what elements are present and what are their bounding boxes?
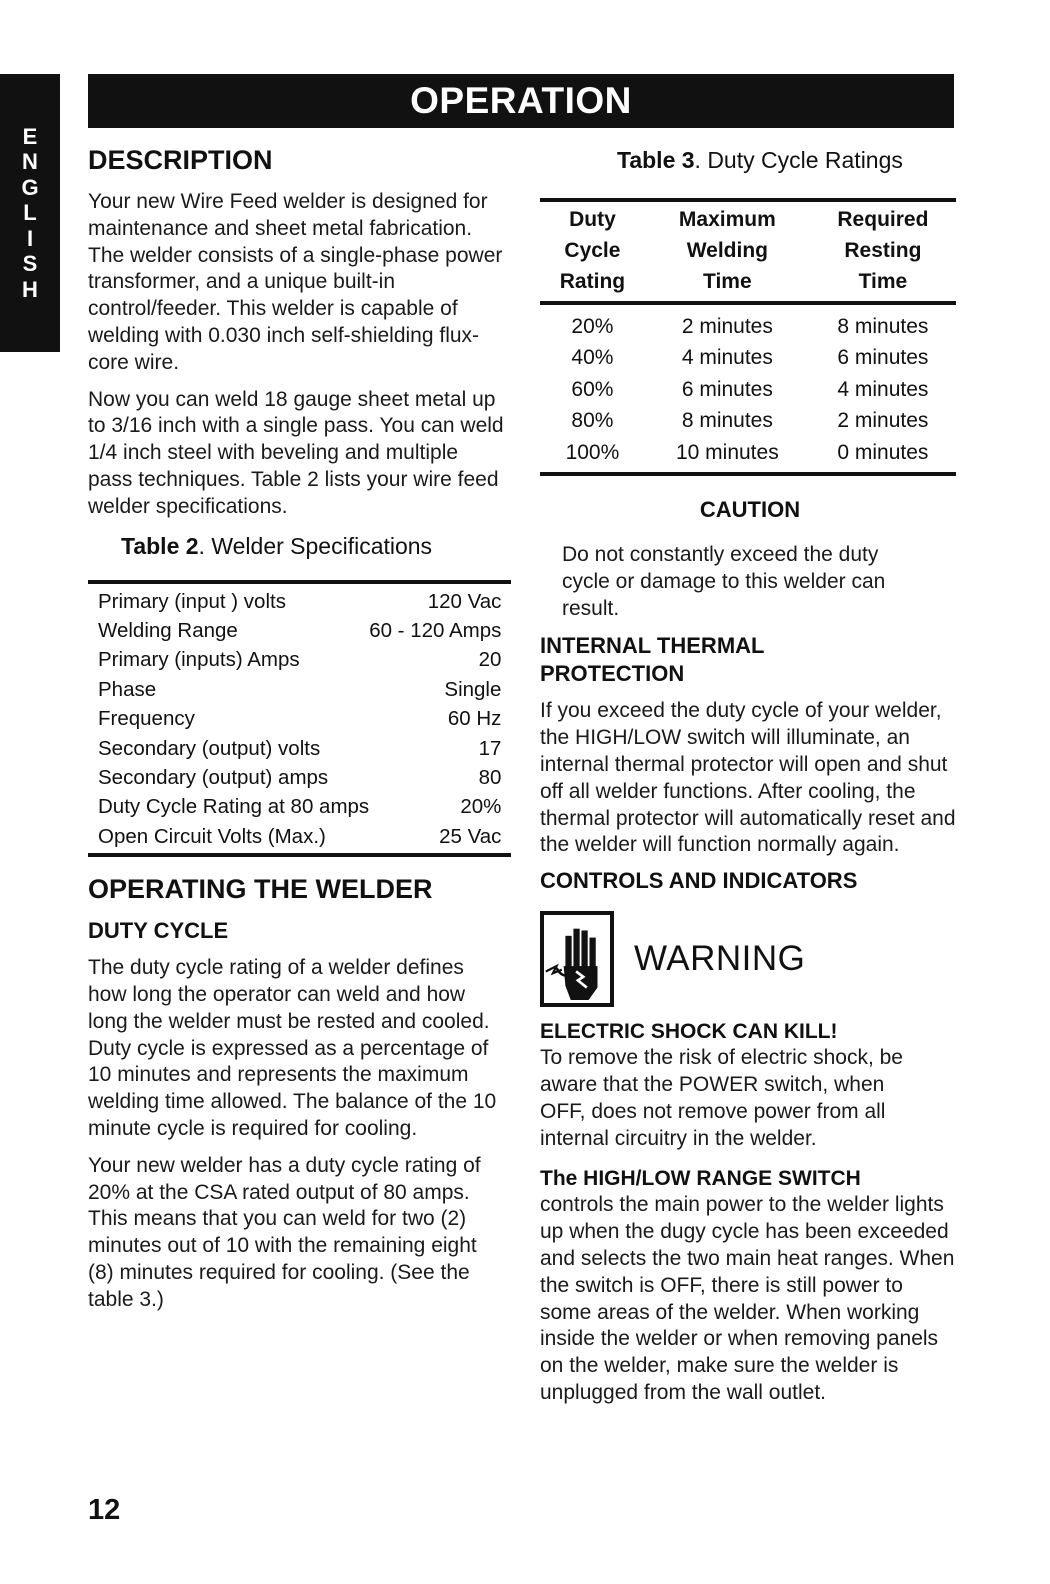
table3-caption-label: Table 3 xyxy=(617,147,695,173)
side-tab-letter: I xyxy=(26,225,34,251)
operating-heading: OPERATING THE WELDER xyxy=(88,874,433,905)
spec-value: 120 Vac xyxy=(427,589,502,613)
spec-label: Secondary (output) amps xyxy=(98,766,329,789)
table-row xyxy=(540,437,956,474)
side-tab-letter: S xyxy=(22,251,38,277)
table-cell: 20% xyxy=(571,315,614,338)
left-column xyxy=(88,144,508,1314)
spec-label: Primary (input ) volts xyxy=(98,589,286,613)
spec-label: Secondary (output) volts xyxy=(98,736,321,760)
table-cell: 8 minutes xyxy=(837,315,929,338)
high-low-switch-text: controls the main power to the welder lights up when the dugy cycle has been exceeded and selects the two main heat ranges. When the switch is OFF, there is still power to some areas of the welder. When working inside the welder or when removing panels on the welder, make sure the welder is unplugged from the wall outlet. xyxy=(540,1193,955,1404)
column-header: Cycle xyxy=(564,239,621,262)
table-cell: 80% xyxy=(571,409,614,433)
table-row xyxy=(540,405,956,436)
side-tab-letter: N xyxy=(22,149,38,175)
spec-value: 17 xyxy=(478,736,502,760)
table-header-row xyxy=(540,200,956,235)
side-tab-letter: E xyxy=(22,123,38,149)
caution-text: Do not constantly exceed the duty cycle or damage to this welder can result. xyxy=(562,543,886,620)
spec-value: Single xyxy=(444,677,502,701)
column-header: Time xyxy=(810,266,956,303)
table-row xyxy=(540,342,956,373)
table3-caption xyxy=(540,145,960,175)
column-header: Maximum xyxy=(678,208,776,231)
table-cell: 6 minutes xyxy=(837,346,929,370)
column-header: Time xyxy=(645,266,810,303)
table-row xyxy=(540,303,956,342)
spec-value: 60 Hz xyxy=(447,707,502,731)
electric-shock-heading: ELECTRIC SHOCK CAN KILL! xyxy=(540,1020,838,1044)
welder-specifications-table xyxy=(88,580,511,858)
table-row xyxy=(88,792,511,821)
table-row xyxy=(88,582,511,616)
warning-label: WARNING xyxy=(634,939,806,979)
table-row xyxy=(88,616,511,645)
side-tab-letter: L xyxy=(23,200,37,226)
right-column xyxy=(540,144,960,1407)
spec-value: 20% xyxy=(460,795,502,819)
spec-value: 25 Vac xyxy=(439,824,502,848)
table-row xyxy=(88,763,511,792)
side-tab-letter: G xyxy=(21,174,39,200)
column-header: Resting xyxy=(844,239,922,262)
description-heading: DESCRIPTION xyxy=(88,145,273,175)
spec-value: 60 - 120 Amps xyxy=(369,618,502,642)
spec-label: Phase xyxy=(98,677,157,701)
description-paragraph: Now you can weld 18 gauge sheet metal up to 3/16 inch with a single pass. You can weld 1/4 inch steel with beveling and multiple pass techniques. Table 2 lists your wire feed welder specifications. xyxy=(88,387,504,518)
duty-cycle-heading: DUTY CYCLE xyxy=(88,918,229,944)
table-row xyxy=(540,374,956,405)
high-low-switch-heading: The HIGH/LOW RANGE SWITCH xyxy=(540,1167,861,1191)
page-title-banner: OPERATION xyxy=(88,74,954,128)
description-paragraph: Your new Wire Feed welder is designed for maintenance and sheet metal fabrication. The welder consists of a single-phase power transformer, and a unique built-in control/feeder. This welder is capable of welding with 0.030 inch self-shielding flux-core wire. xyxy=(88,190,503,374)
warning-block xyxy=(540,911,960,1007)
thermal-heading-line: PROTECTION xyxy=(540,661,685,687)
table-cell: 4 minutes xyxy=(837,377,929,401)
table2-caption xyxy=(88,531,508,561)
table-cell: 100% xyxy=(565,440,620,464)
table-cell: 2 minutes xyxy=(681,315,773,338)
duty-cycle-paragraph: Your new welder has a duty cycle rating of 20% at the CSA rated output of 80 amps. This means that you can weld for two (2) minutes out of 10 with the remaining eight (8) minutes required for cooling. (See the table 3.) xyxy=(88,1153,481,1311)
spec-label: Frequency xyxy=(98,707,195,731)
table-cell: 0 minutes xyxy=(837,440,929,464)
table-cell: 60% xyxy=(571,377,614,401)
table-row xyxy=(88,822,511,855)
electric-shock-hand-icon xyxy=(540,911,614,1007)
controls-heading: CONTROLS AND INDICATORS xyxy=(540,868,858,894)
table-cell: 40% xyxy=(571,346,614,370)
language-side-tab xyxy=(0,74,60,352)
spec-value: 80 xyxy=(478,766,502,789)
table3-caption-text: . Duty Cycle Ratings xyxy=(694,147,903,173)
side-tab-letter: H xyxy=(22,276,38,302)
duty-cycle-paragraph: The duty cycle rating of a welder defines how long the operator can weld and how long the welder must be rested and cooled. Duty cycle is expressed as a percentage of 10 minutes and represents the maximum welding time allowed. The balance of the 10 minute cycle is required for cooling. xyxy=(88,956,497,1140)
table2-caption-label: Table 2 xyxy=(121,532,199,559)
column-header: Required xyxy=(837,208,929,231)
column-header: Rating xyxy=(540,266,645,303)
table-row xyxy=(88,675,511,704)
table-cell: 6 minutes xyxy=(681,377,773,401)
table-row xyxy=(88,645,511,674)
table-cell: 10 minutes xyxy=(675,440,779,464)
table-header-row xyxy=(540,266,956,303)
spec-label: Open Circuit Volts (Max.) xyxy=(98,824,326,848)
electric-shock-text: To remove the risk of electric shock, be aware that the POWER switch, when OFF, does not remove power from all internal circuitry in the welder. xyxy=(540,1046,903,1150)
column-header: Duty xyxy=(569,208,616,231)
spec-label: Welding Range xyxy=(98,618,238,642)
spec-label: Duty Cycle Rating at 80 amps xyxy=(98,795,370,819)
table-cell: 4 minutes xyxy=(681,346,773,370)
table-cell: 2 minutes xyxy=(837,409,929,433)
caution-heading: CAUTION xyxy=(699,497,801,523)
column-header: Welding xyxy=(686,239,768,262)
table-header-row xyxy=(540,235,956,266)
thermal-heading-line: INTERNAL THERMAL xyxy=(540,633,765,659)
table-cell: 8 minutes xyxy=(681,409,773,433)
table2-caption-text: . Welder Specifications xyxy=(198,532,433,559)
thermal-protection-text: If you exceed the duty cycle of your welder, the HIGH/LOW switch will illuminate, an internal thermal protector will open and shut off all welder functions. After cooling, the thermal protector will automatically reset and the welder will function normally again. xyxy=(540,699,956,857)
table-row xyxy=(88,704,511,733)
page-number: 12 xyxy=(88,1494,121,1526)
duty-cycle-ratings-table xyxy=(540,198,956,476)
spec-label: Primary (inputs) Amps xyxy=(98,648,300,672)
spec-value: 20 xyxy=(478,648,502,672)
thermal-protection-heading xyxy=(540,632,960,688)
table-row xyxy=(88,734,511,763)
